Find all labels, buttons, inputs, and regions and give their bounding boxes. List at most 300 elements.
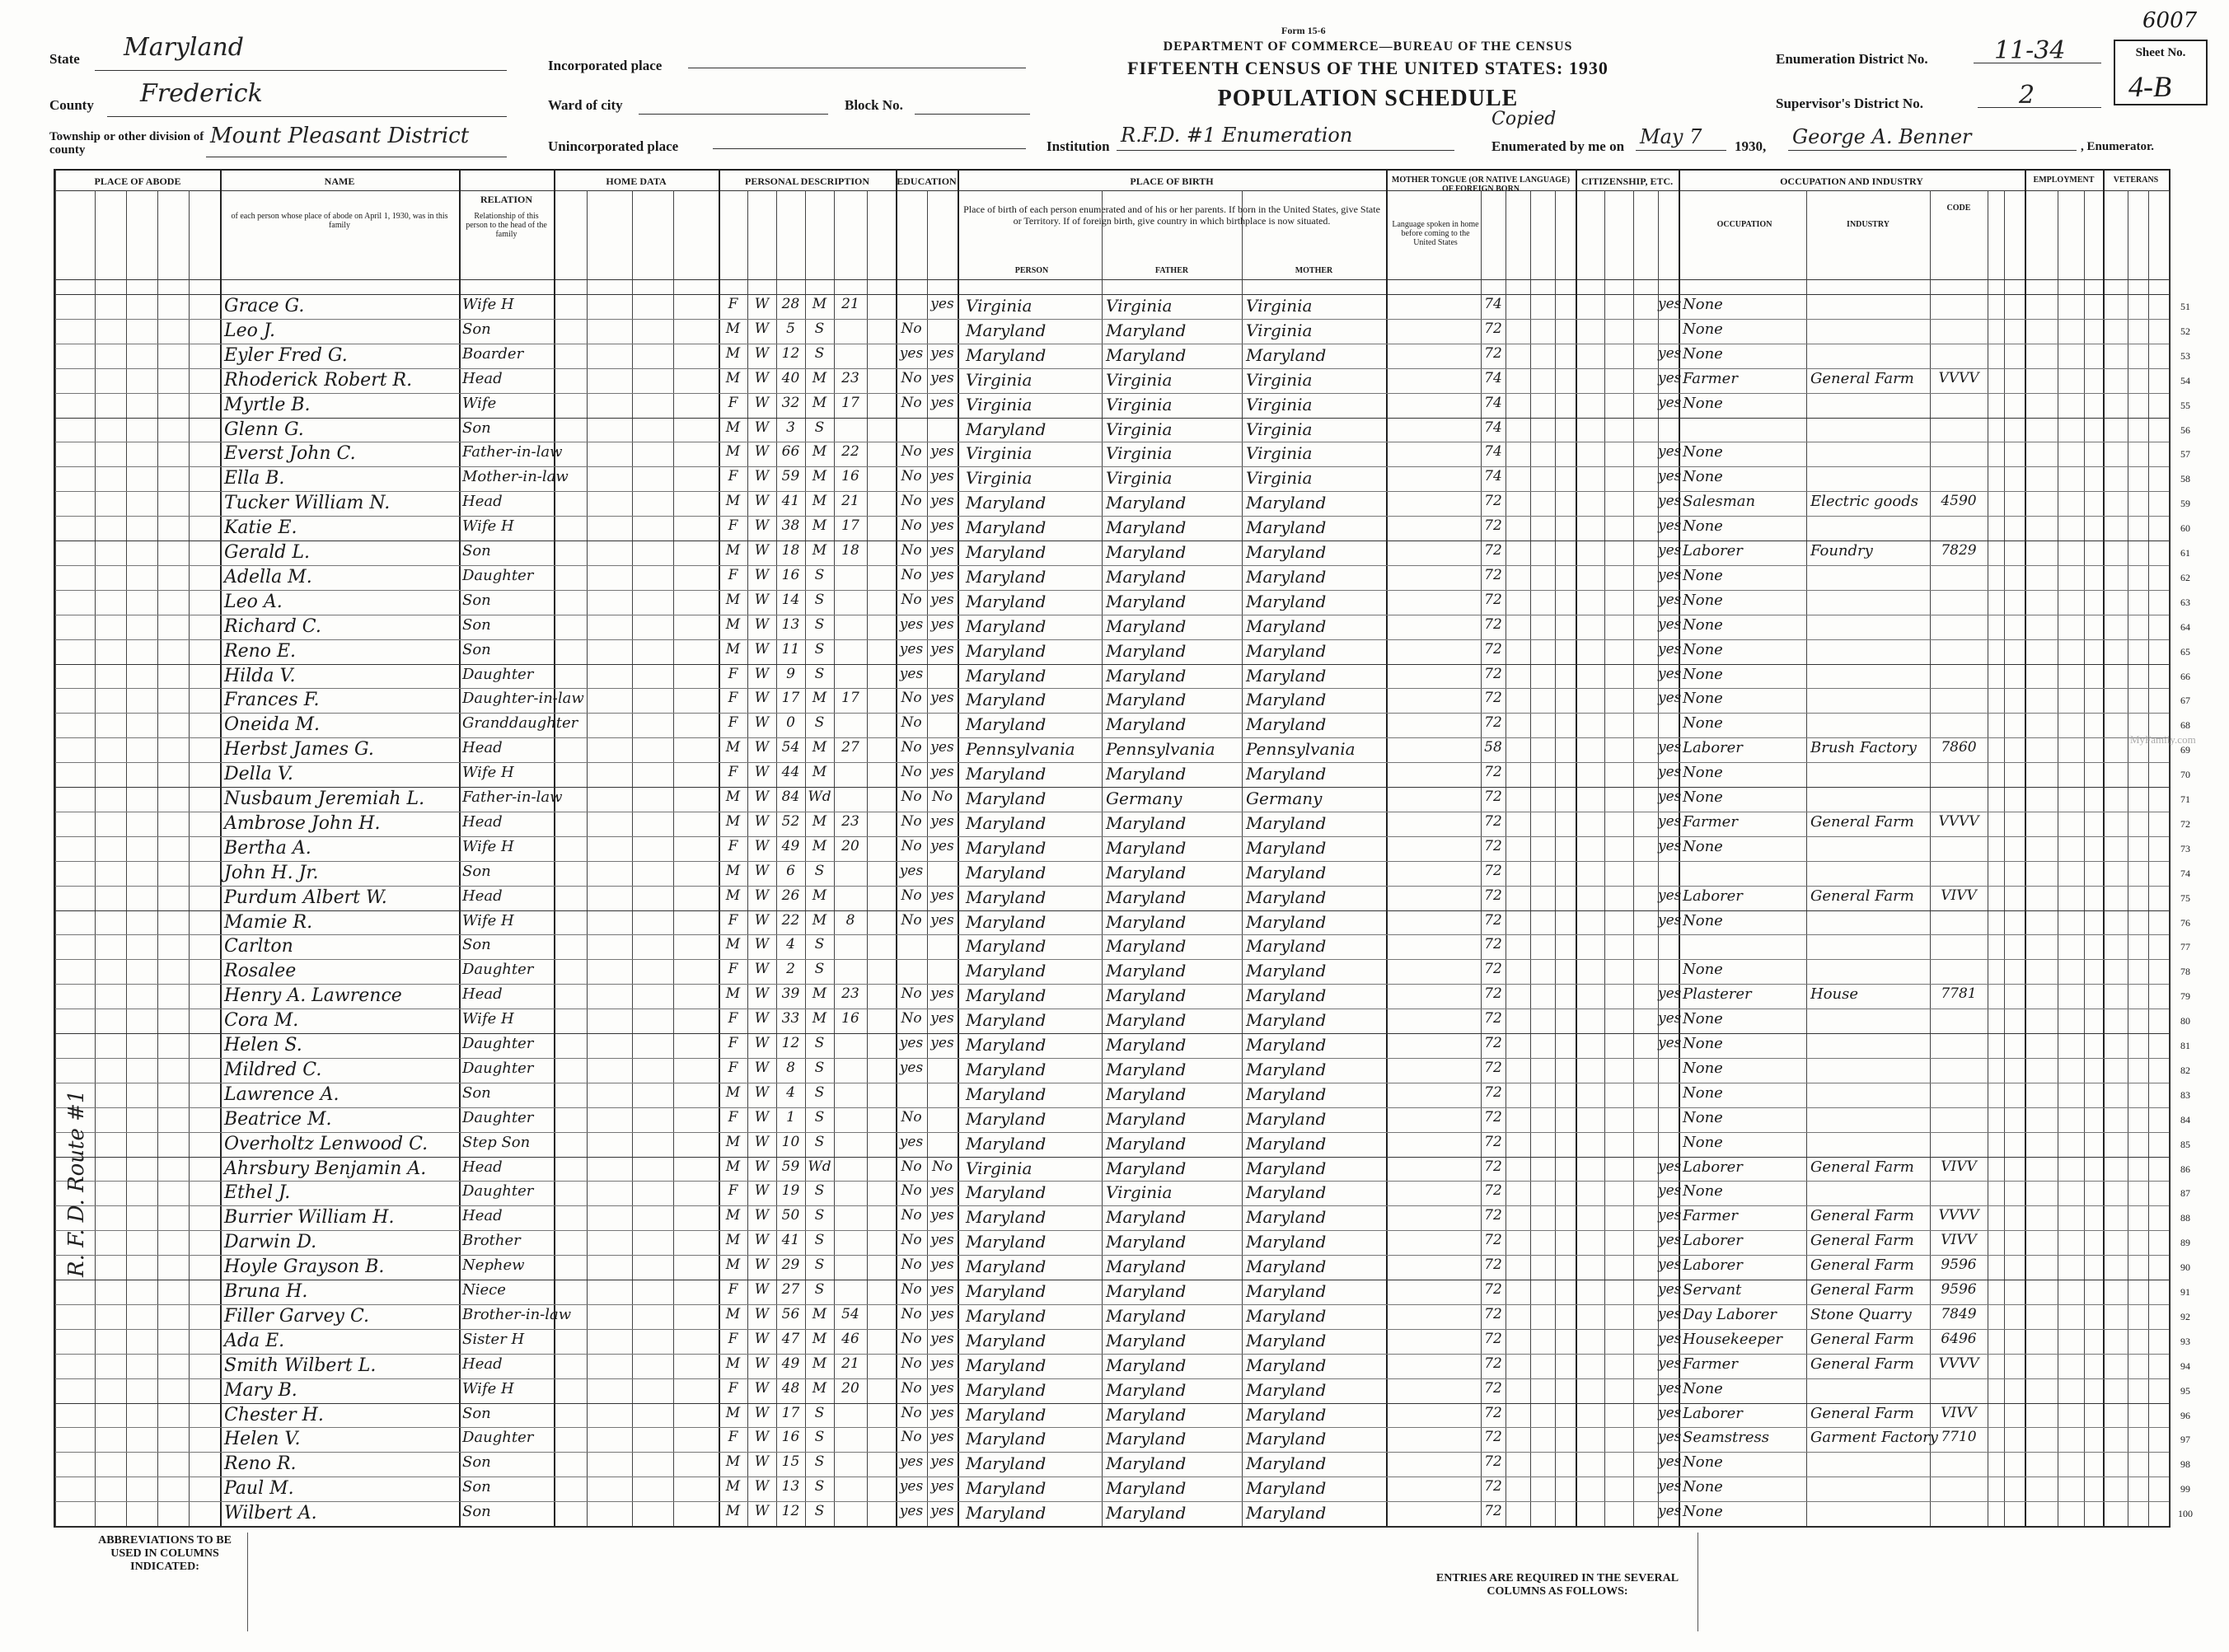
age-first-married [834, 764, 867, 787]
sex: M [725, 862, 741, 879]
person-name: Glenn G. [224, 419, 304, 440]
table-row [55, 1501, 2169, 1502]
birthplace-person: Maryland [966, 1404, 1047, 1425]
speaks-english: yes [1658, 468, 1682, 485]
relationship: Head [462, 1207, 503, 1225]
birth-code: 72 [1484, 320, 1502, 337]
birthplace-father: Virginia [1106, 419, 1173, 439]
birthplace-father: Maryland [1106, 714, 1187, 735]
industry: General Farm [1810, 1207, 1914, 1225]
birthplace-father: Maryland [1106, 812, 1187, 833]
school-attendance: No [901, 714, 922, 732]
person-name: Bruna H. [224, 1281, 308, 1302]
census-table [54, 169, 2193, 1528]
speaks-english: yes [1658, 1379, 1682, 1397]
can-read-write: yes [930, 517, 954, 535]
column-line [157, 190, 158, 1526]
age-first-married [834, 567, 867, 590]
person-name: Myrtle B. [224, 394, 311, 415]
occupation: Laborer [1683, 887, 1743, 905]
tongue-description: Language spoken in home before coming to the United States [1392, 220, 1479, 247]
column-line [958, 171, 959, 1526]
industry: General Farm [1810, 1404, 1914, 1422]
birth-code: 74 [1484, 369, 1502, 386]
birth-code: 72 [1484, 1453, 1502, 1471]
industry [1810, 1453, 1930, 1477]
can-read-write: yes [930, 542, 954, 559]
marital-status: M [812, 493, 827, 510]
industry-header: INDUSTRY [1847, 220, 1889, 229]
birthplace-father: Maryland [1106, 1305, 1187, 1326]
birthplace-mother: Maryland [1246, 517, 1327, 538]
person-name: Filler Garvey C. [224, 1305, 370, 1327]
marital-status: M [812, 1305, 827, 1322]
person-name: Burrier William H. [224, 1207, 395, 1228]
race: W [754, 369, 770, 386]
unincorporated-line [713, 140, 1026, 149]
school-attendance: yes [899, 1478, 924, 1495]
birthplace-person: Maryland [966, 985, 1047, 1006]
occupation: None [1683, 1503, 1723, 1521]
birthplace-mother: Maryland [1246, 837, 1327, 858]
birthplace-person: Maryland [966, 1108, 1047, 1129]
birthplace-father: Maryland [1106, 1059, 1187, 1079]
birthplace-mother: Maryland [1246, 615, 1327, 636]
table-row [55, 910, 2169, 911]
entries-title: ENTRIES ARE REQUIRED IN THE SEVERAL COLUMNS AS FOLLOWS: [1435, 1572, 1679, 1598]
birthplace-person: Maryland [966, 1429, 1047, 1449]
birthplace-father: Maryland [1106, 591, 1187, 611]
birthplace-person: Maryland [966, 961, 1047, 981]
unincorporated-label: Unincorporated place [548, 138, 679, 154]
person-name: Nusbaum Jeremiah L. [224, 789, 425, 809]
age: 44 [781, 764, 800, 781]
speaks-english: yes [1658, 911, 1682, 929]
speaks-english: yes [1658, 1503, 1682, 1520]
race: W [754, 1232, 770, 1249]
enumerated-label: Enumerated by me on [1491, 138, 1625, 154]
person-name: Gerald L. [224, 542, 310, 563]
can-read-write: yes [930, 911, 954, 929]
can-read-write: yes [930, 1429, 954, 1446]
age: 84 [781, 789, 800, 805]
race: W [754, 1503, 770, 1520]
age: 15 [781, 1453, 800, 1471]
line-number: 75 [2180, 892, 2190, 904]
birthplace-person: Virginia [966, 1158, 1033, 1178]
age: 13 [781, 1478, 800, 1495]
person-name: Paul M. [224, 1478, 294, 1500]
line-number: 77 [2180, 941, 2190, 953]
birth-code: 72 [1484, 344, 1502, 362]
age-first-married: 18 [841, 542, 859, 559]
relationship: Son [462, 640, 491, 658]
line-number: 80 [2180, 1015, 2190, 1027]
industry [1810, 1134, 1930, 1157]
occupation: None [1683, 320, 1723, 338]
race: W [754, 1281, 770, 1298]
age: 38 [781, 517, 800, 535]
birth-code: 72 [1484, 1305, 1502, 1322]
marital-status: M [812, 690, 827, 707]
age-first-married [834, 1453, 867, 1477]
age: 14 [781, 591, 800, 608]
line-number: 64 [2180, 620, 2190, 633]
age: 66 [781, 443, 800, 461]
person-name: Henry A. Lawrence [224, 985, 402, 1007]
age-first-married [834, 1109, 867, 1132]
age-first-married [834, 714, 867, 737]
occupation-code [1930, 1478, 1988, 1501]
sex: F [728, 1108, 738, 1126]
can-read-write: yes [930, 1305, 954, 1322]
school-attendance: yes [899, 615, 924, 633]
school-attendance [896, 419, 927, 442]
margin-note [64, 948, 97, 1294]
birthplace-person: Maryland [966, 812, 1047, 833]
school-attendance: No [901, 320, 922, 337]
person-name: Eyler Fred G. [224, 344, 348, 366]
speaks-english: yes [1658, 837, 1682, 854]
speaks-english: yes [1658, 1330, 1682, 1347]
watermark: MyFamily.com [2130, 733, 2196, 746]
speaks-english: yes [1658, 1232, 1682, 1249]
line-number: 97 [2180, 1434, 2190, 1446]
line-number: 59 [2180, 498, 2190, 510]
marital-status: M [812, 296, 827, 312]
table-row [55, 713, 2169, 714]
race: W [754, 1453, 770, 1471]
person-name: Mildred C. [224, 1059, 322, 1080]
county-line [107, 108, 507, 117]
occupation-code: 6496 [1941, 1330, 1977, 1347]
race: W [754, 1429, 770, 1446]
occupation: Day Laborer [1683, 1305, 1777, 1323]
birthplace-father: Maryland [1106, 517, 1187, 538]
occupation-code: 9596 [1941, 1281, 1977, 1298]
sex: M [725, 1355, 741, 1372]
age-first-married: 23 [841, 812, 859, 830]
birthplace-mother: Maryland [1246, 1257, 1327, 1277]
age-first-married [834, 1035, 867, 1058]
birthplace-mother: Maryland [1246, 862, 1327, 882]
birthplace-mother: Maryland [1246, 542, 1327, 562]
birthplace-person: Maryland [966, 615, 1047, 636]
birthplace-mother: Maryland [1246, 640, 1327, 661]
school-attendance [896, 936, 927, 959]
industry [1810, 666, 1930, 689]
occupation-code [1930, 443, 1988, 466]
table-row [55, 516, 2169, 517]
occupation: None [1683, 566, 1723, 584]
table-row [55, 688, 2169, 689]
school-attendance: No [901, 1010, 922, 1027]
line-number: 89 [2180, 1237, 2190, 1249]
industry [1810, 714, 1930, 737]
table-row [55, 319, 2169, 320]
speaks-english: yes [1658, 1355, 1682, 1372]
occupation-code [1930, 296, 1988, 319]
occupation-code [1930, 641, 1988, 664]
state-value: Maryland [124, 33, 244, 62]
relationship: Wife [462, 394, 497, 412]
occupation: None [1683, 837, 1723, 855]
column-line [220, 171, 222, 1526]
birthplace-mother: Maryland [1246, 1108, 1327, 1129]
relationship: Daughter [462, 1182, 534, 1200]
birth-code: 72 [1484, 1478, 1502, 1495]
relationship: Brother [462, 1232, 521, 1250]
birth-code: 72 [1484, 1281, 1502, 1298]
birthplace-mother: Maryland [1246, 887, 1327, 907]
birth-code: 74 [1484, 394, 1502, 411]
birth-code: 72 [1484, 591, 1502, 608]
industry [1810, 296, 1930, 319]
enumeration-date: May 7 [1640, 125, 1702, 148]
school-attendance: No [901, 443, 922, 461]
marital-status: M [812, 812, 827, 830]
state-label: State [49, 51, 80, 67]
sex: M [725, 615, 741, 633]
school-attendance: No [901, 1281, 922, 1298]
schedule-title: POPULATION SCHEDULE [1217, 86, 1519, 111]
occupation-code [1930, 1084, 1988, 1107]
occupation: Laborer [1683, 1232, 1743, 1250]
age: 50 [781, 1207, 800, 1224]
table-row [55, 1132, 2169, 1133]
occupation-code: 9596 [1941, 1257, 1977, 1274]
relationship: Son [462, 591, 491, 609]
mother-header: MOTHER [1295, 266, 1333, 275]
person-name: Ada E. [224, 1330, 285, 1351]
table-row [55, 737, 2169, 738]
sex: M [725, 591, 741, 608]
occupation-code [1930, 345, 1988, 368]
column-line [2103, 171, 2105, 1526]
industry [1810, 764, 1930, 787]
birthplace-father: Maryland [1106, 911, 1187, 932]
can-read-write: yes [930, 1503, 954, 1520]
occupation: None [1683, 690, 1723, 708]
marital-status: M [812, 394, 827, 411]
relationship: Son [462, 1453, 491, 1472]
birthplace-father: Maryland [1106, 1503, 1187, 1523]
industry [1810, 395, 1930, 418]
birth-code: 72 [1484, 1503, 1502, 1520]
industry [1810, 961, 1930, 984]
relationship: Daughter-in-law [462, 690, 584, 708]
speaks-english [1658, 863, 1679, 886]
birthplace-father: Virginia [1106, 468, 1173, 489]
person-name: Bertha A. [224, 837, 311, 859]
person-name: Mary B. [224, 1379, 297, 1401]
father-header: FATHER [1154, 266, 1189, 275]
relationship: Father-in-law [462, 443, 563, 461]
group-birth: PLACE OF BIRTH [1130, 175, 1214, 187]
occupation: None [1683, 344, 1723, 363]
year-label: 1930, [1735, 138, 1767, 154]
marital-status: M [812, 1379, 827, 1397]
age: 41 [781, 1232, 800, 1249]
birthplace-mother: Maryland [1246, 936, 1327, 957]
table-row [55, 1427, 2169, 1428]
occupation [1683, 863, 1806, 886]
race: W [754, 789, 770, 805]
age-first-married [834, 1429, 867, 1452]
speaks-english [1658, 961, 1679, 984]
person-name: Grace G. [224, 296, 305, 316]
can-read-write: yes [930, 1257, 954, 1274]
race: W [754, 837, 770, 854]
sex: M [725, 1133, 741, 1150]
marital-status: M [812, 517, 827, 535]
block-label: Block No. [845, 97, 903, 113]
marital-status: S [814, 862, 825, 879]
race: W [754, 320, 770, 337]
township-label: Township or other division of county [49, 130, 204, 157]
occupation-code: 7781 [1941, 985, 1977, 1003]
line-number: 86 [2180, 1163, 2190, 1175]
can-read-write: yes [930, 1355, 954, 1372]
school-attendance: yes [899, 1503, 924, 1520]
industry [1810, 345, 1930, 368]
industry [1810, 517, 1930, 541]
speaks-english: yes [1658, 1453, 1682, 1471]
relationship: Wife H [462, 1379, 514, 1397]
table-row [55, 393, 2169, 394]
table-row [55, 787, 2169, 788]
birth-code: 58 [1484, 739, 1502, 756]
age: 41 [781, 493, 800, 510]
institution-label: Institution [1047, 138, 1110, 154]
can-read-write: yes [930, 764, 954, 781]
table-row [55, 1378, 2169, 1379]
race: W [754, 714, 770, 732]
birthplace-person: Virginia [966, 296, 1033, 316]
column-line [1530, 190, 1531, 1526]
age-first-married [834, 1182, 867, 1205]
age-first-married [834, 1232, 867, 1255]
occupation: None [1683, 394, 1723, 412]
group-tongue: MOTHER TONGUE (OR NATIVE LANGUAGE) OF FOREIGN BORN [1391, 175, 1571, 194]
occupation: Farmer [1683, 812, 1738, 831]
table-row [55, 491, 2169, 492]
age: 33 [781, 1010, 800, 1027]
age: 1 [786, 1108, 795, 1126]
marital-status: S [814, 1232, 825, 1249]
birthplace-person: Maryland [966, 591, 1047, 611]
relationship: Head [462, 887, 503, 905]
occupation: None [1683, 296, 1723, 313]
race: W [754, 443, 770, 461]
table-row [55, 1329, 2169, 1330]
district-label: Enumeration District No. [1776, 51, 1928, 67]
occupation: None [1683, 1453, 1723, 1472]
relationship: Head [462, 1158, 503, 1176]
birth-code: 72 [1484, 1182, 1502, 1200]
relationship: Wife H [462, 517, 514, 536]
sex: F [728, 911, 738, 929]
can-read-write: yes [930, 615, 954, 633]
school-attendance: No [901, 1404, 922, 1421]
age-first-married [834, 936, 867, 959]
speaks-english: yes [1658, 369, 1682, 386]
sex: F [728, 1059, 738, 1076]
block-line [915, 105, 1030, 115]
state-line [95, 62, 507, 71]
line-number: 51 [2180, 301, 2190, 312]
occupation-code [1930, 838, 1988, 861]
age-first-married [834, 1060, 867, 1083]
person-name: Reno R. [224, 1453, 297, 1475]
birthplace-mother: Virginia [1246, 394, 1313, 414]
line-number: 82 [2180, 1064, 2190, 1076]
industry: Electric goods [1810, 493, 1918, 511]
speaks-english: yes [1658, 493, 1682, 510]
line-number: 85 [2180, 1138, 2190, 1150]
can-read-write: yes [930, 812, 954, 830]
birthplace-mother: Germany [1246, 789, 1323, 808]
marital-status: Wd [808, 789, 831, 805]
industry: House [1810, 985, 1859, 1004]
can-read-write: yes [930, 985, 954, 1003]
speaks-english: yes [1658, 690, 1682, 707]
school-attendance: No [901, 1330, 922, 1347]
school-attendance: No [901, 369, 922, 386]
relationship: Son [462, 419, 491, 437]
line-number: 52 [2180, 325, 2190, 337]
occupation-code [1930, 1503, 1988, 1526]
sex: M [725, 789, 741, 805]
occupation-code [1930, 395, 1988, 418]
line-number: 55 [2180, 399, 2190, 411]
occupation: None [1683, 1010, 1723, 1028]
school-attendance: No [901, 542, 922, 559]
birthplace-father: Maryland [1106, 640, 1187, 661]
school-attendance: No [901, 837, 922, 854]
marital-status: S [814, 1035, 825, 1051]
speaks-english: yes [1658, 764, 1682, 781]
line-number: 83 [2180, 1088, 2190, 1101]
line-number: 60 [2180, 522, 2190, 535]
occupation-code [1930, 1109, 1988, 1132]
entries-block [1698, 1533, 2160, 1631]
person-name: Ambrose John H. [224, 812, 381, 834]
sex: M [725, 1257, 741, 1274]
incorporated-line [688, 59, 1026, 68]
race: W [754, 591, 770, 608]
column-line [1386, 171, 1388, 1526]
age: 17 [781, 1404, 800, 1421]
table-row [55, 418, 2169, 419]
sex: F [728, 714, 738, 732]
race: W [754, 1035, 770, 1051]
occupation: None [1683, 764, 1723, 782]
relationship: Wife H [462, 296, 514, 313]
birthplace-mother: Maryland [1246, 1330, 1327, 1350]
speaks-english: yes [1658, 296, 1682, 312]
industry [1810, 468, 1930, 491]
line-number: 73 [2180, 842, 2190, 854]
sex: M [725, 369, 741, 386]
sex: M [725, 640, 741, 658]
industry [1810, 936, 1930, 959]
table-row [55, 664, 2169, 665]
birth-code: 72 [1484, 985, 1502, 1003]
line-number: 93 [2180, 1335, 2190, 1347]
table-row [55, 984, 2169, 985]
age-first-married: 22 [841, 443, 859, 461]
